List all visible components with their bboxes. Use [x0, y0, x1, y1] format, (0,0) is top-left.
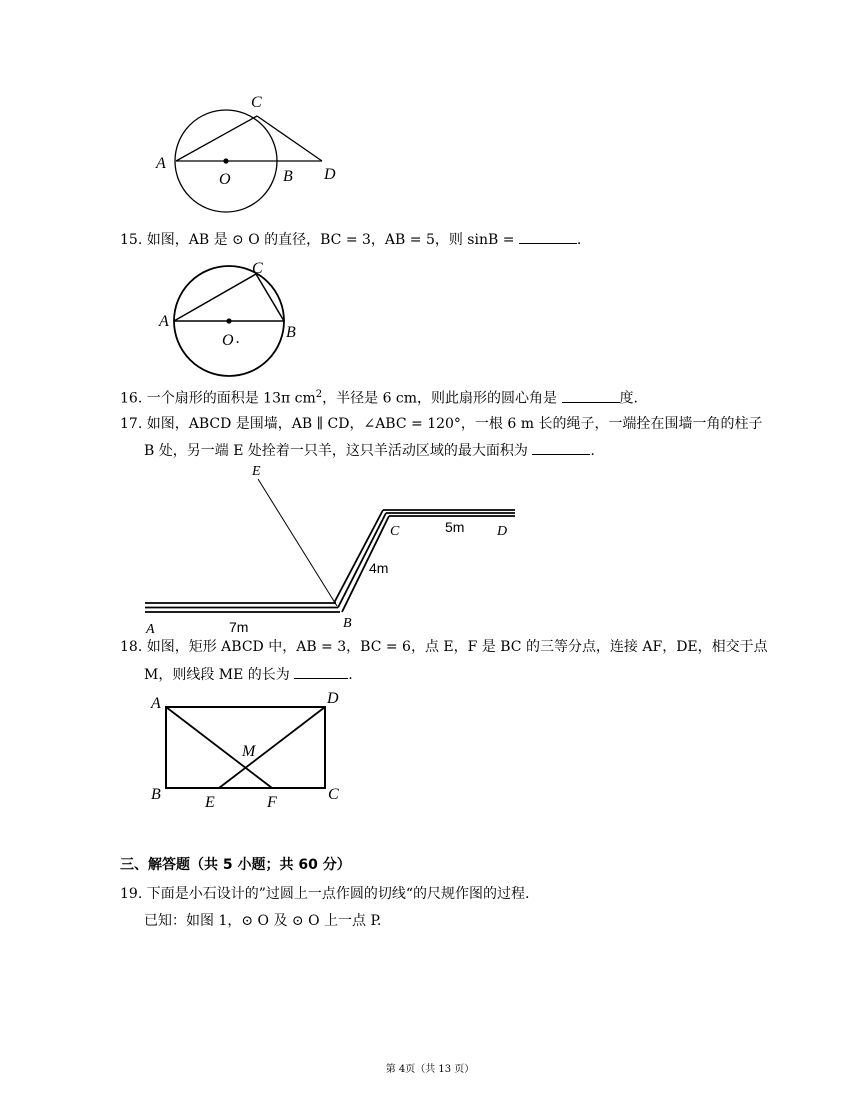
question-15: 15. 如图，AB 是 ⊙ O 的直径，BC = 3，AB = 5，则 sinB = .	[120, 229, 581, 250]
answer-blank-18[interactable]	[294, 664, 348, 679]
label-o: O	[222, 332, 234, 349]
question-17-line1: 17. 如图，ABCD 是围墙，AB ∥ CD，∠ABC = 120°，一根 6 m 长的绳子，一端拴在围墙一角的柱子	[120, 416, 763, 432]
segment-cd	[257, 116, 322, 161]
label-d: D	[324, 166, 336, 183]
label-c: C	[251, 94, 262, 111]
segment-af	[166, 707, 272, 788]
label-e: E	[205, 794, 215, 811]
question-17-line2: B 处，另一端 E 处拴着一只羊，这只羊活动区域的最大面积为 .	[144, 440, 595, 461]
rope-be	[258, 479, 337, 606]
answer-blank-15[interactable]	[519, 229, 577, 244]
figure-circle-tangent	[150, 90, 350, 220]
center-dot	[223, 158, 228, 163]
wall-ab	[145, 603, 340, 612]
center-dot	[226, 318, 231, 323]
label-b: B	[286, 324, 296, 341]
label-b: B	[343, 616, 352, 631]
page-footer: 第 4页（共 13 页）	[385, 1064, 475, 1075]
segment-ac	[174, 274, 256, 321]
question-19-line2: 已知：如图 1，⊙ O 及 ⊙ O 上一点 P.	[144, 913, 382, 929]
question-18-line2: M，则线段 ME 的长为 .	[144, 664, 353, 685]
label-a: A	[151, 695, 161, 712]
segment-cb	[256, 274, 284, 321]
wall-cd	[383, 510, 515, 516]
label-a: A	[159, 313, 169, 330]
label-c: C	[252, 260, 263, 277]
question-18-line1: 18. 如图，矩形 ABCD 中，AB = 3，BC = 6，点 E，F 是 BC 的三等分点，连接 AF，DE，相交于点	[120, 639, 768, 655]
question-19-line1: 19. 下面是小石设计的”过圆上一点作圆的切线“的尺规作图的过程.	[120, 886, 530, 902]
label-f: F	[267, 794, 277, 811]
label-m: M	[242, 743, 256, 760]
label-dot: .	[236, 330, 240, 347]
length-ab: 7m	[229, 619, 249, 635]
label-a: A	[146, 622, 155, 637]
label-a: A	[156, 155, 166, 172]
segment-ac	[176, 116, 257, 161]
figure-fence	[140, 460, 540, 640]
label-c: C	[328, 786, 339, 803]
label-d: D	[497, 524, 508, 539]
length-bc: 4m	[369, 560, 389, 576]
figure-rectangle	[145, 687, 355, 812]
section-title-3: 三、解答题（共 5 小题；共 60 分）	[120, 857, 351, 873]
figure-circle-diameter	[158, 257, 308, 377]
label-b: B	[283, 168, 293, 185]
length-cd: 5m	[445, 519, 465, 535]
label-d: D	[327, 690, 339, 707]
label-e: E	[252, 464, 261, 479]
answer-blank-17[interactable]	[532, 440, 590, 455]
question-16: 16. 一个扇形的面积是 13π $cm^2$，半径是 6 cm，则此扇形的圆心角是 度.	[120, 389, 638, 407]
label-c: C	[390, 524, 400, 539]
label-o: O	[219, 171, 231, 188]
label-b: B	[151, 786, 161, 803]
segment-de	[219, 707, 325, 788]
answer-blank-16[interactable]	[562, 388, 620, 403]
